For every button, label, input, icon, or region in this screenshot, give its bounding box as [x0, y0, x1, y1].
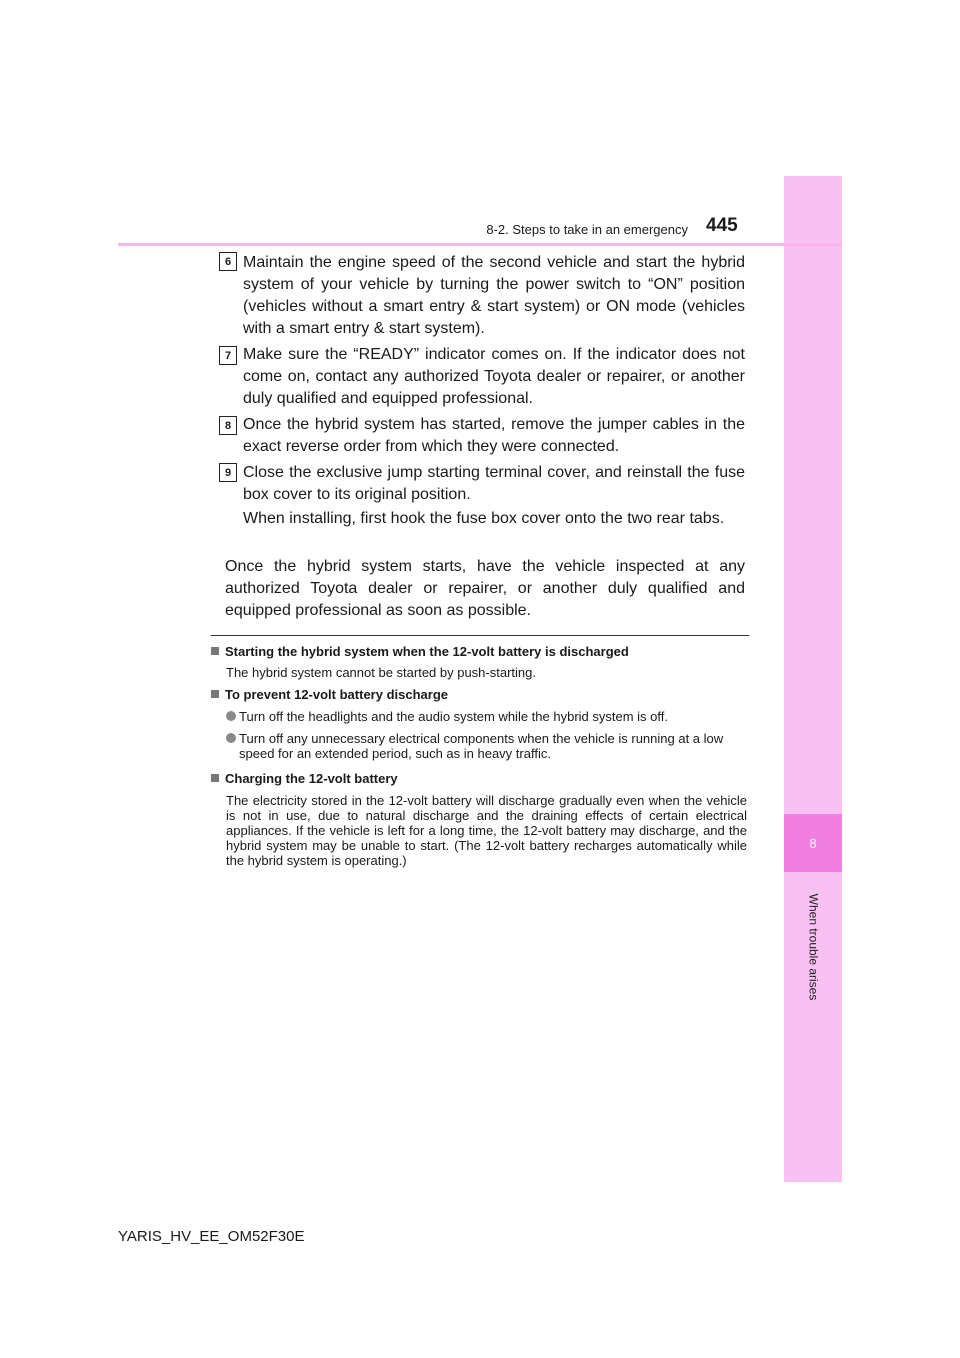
note-body: The hybrid system cannot be started by push-starting.	[226, 665, 536, 680]
note-bullet	[226, 731, 747, 761]
note-heading	[211, 643, 629, 660]
round-bullet-icon	[226, 733, 236, 743]
step-text: Maintain the engine speed of the second vehicle and start the hybrid system of your vehicle by turning the power switch to “ON” position (vehicles without a smart entry & start system) or ON mode (vehicles with a smart entry & start system).	[243, 254, 745, 337]
step-text: Once the hybrid system has started, remove the jumper cables in the exact reverse order from which they were connected.	[243, 416, 745, 455]
note-bullet-text: Turn off the headlights and the audio system while the hybrid system is off.	[239, 709, 668, 724]
step-text: Make sure the “READY” indicator comes on. If the indicator does not come on, contact any authorized Toyota dealer or repairer, or another duly qualified and equipped professional.	[243, 346, 745, 407]
step-subtext: When installing, first hook the fuse box cover onto the two rear tabs.	[243, 510, 725, 527]
note-heading	[211, 770, 398, 787]
document-code: YARIS_HV_EE_OM52F30E	[118, 1228, 305, 1245]
step-text: Close the exclusive jump starting terminal cover, and reinstall the fuse box cover to its original position.	[243, 464, 745, 503]
note-bullet-text: Turn off any unnecessary electrical components when the vehicle is running at a low speed for an extended period, such as in heavy traffic.	[239, 731, 724, 761]
page-number: 445	[706, 215, 738, 236]
chapter-side-tab	[784, 176, 842, 1182]
note-bullet	[226, 709, 747, 724]
round-bullet-icon	[226, 711, 236, 721]
follow-up-paragraph: Once the hybrid system starts, have the vehicle inspected at any authorized Toyota dealer or repairer, or another duly qualified and equipped professional as soon as possible.	[225, 558, 745, 619]
square-bullet-icon	[211, 774, 219, 782]
note-heading-text: To prevent 12-volt battery discharge	[225, 687, 448, 702]
chapter-title-vertical	[786, 882, 840, 1012]
step-number-badge: 8	[219, 416, 237, 435]
chapter-number-badge: 8	[784, 814, 842, 872]
step-number-badge: 9	[219, 463, 237, 482]
chapter-title: When trouble arises	[806, 893, 820, 1001]
note-heading-text: Charging the 12-volt battery	[225, 771, 398, 786]
note-heading-text: Starting the hybrid system when the 12-volt battery is discharged	[225, 644, 629, 659]
note-heading	[211, 686, 448, 703]
square-bullet-icon	[211, 647, 219, 655]
step-number-badge: 6	[219, 252, 237, 271]
square-bullet-icon	[211, 690, 219, 698]
notes-divider	[211, 635, 749, 636]
section-title: 8-2. Steps to take in an emergency	[486, 222, 688, 237]
note-body: The electricity stored in the 12-volt battery will discharge gradually even when the vehicle is not in use, due to natural discharge and the draining effects of certain electrical appliances. If the vehicle is left for a long time, the 12-volt battery may discharge, and the hybrid system may be unable to start. (The 12-volt battery recharges automatically while the hybrid system is operating.)	[226, 793, 747, 868]
step-number-badge: 7	[219, 346, 237, 365]
header-divider	[118, 243, 842, 246]
